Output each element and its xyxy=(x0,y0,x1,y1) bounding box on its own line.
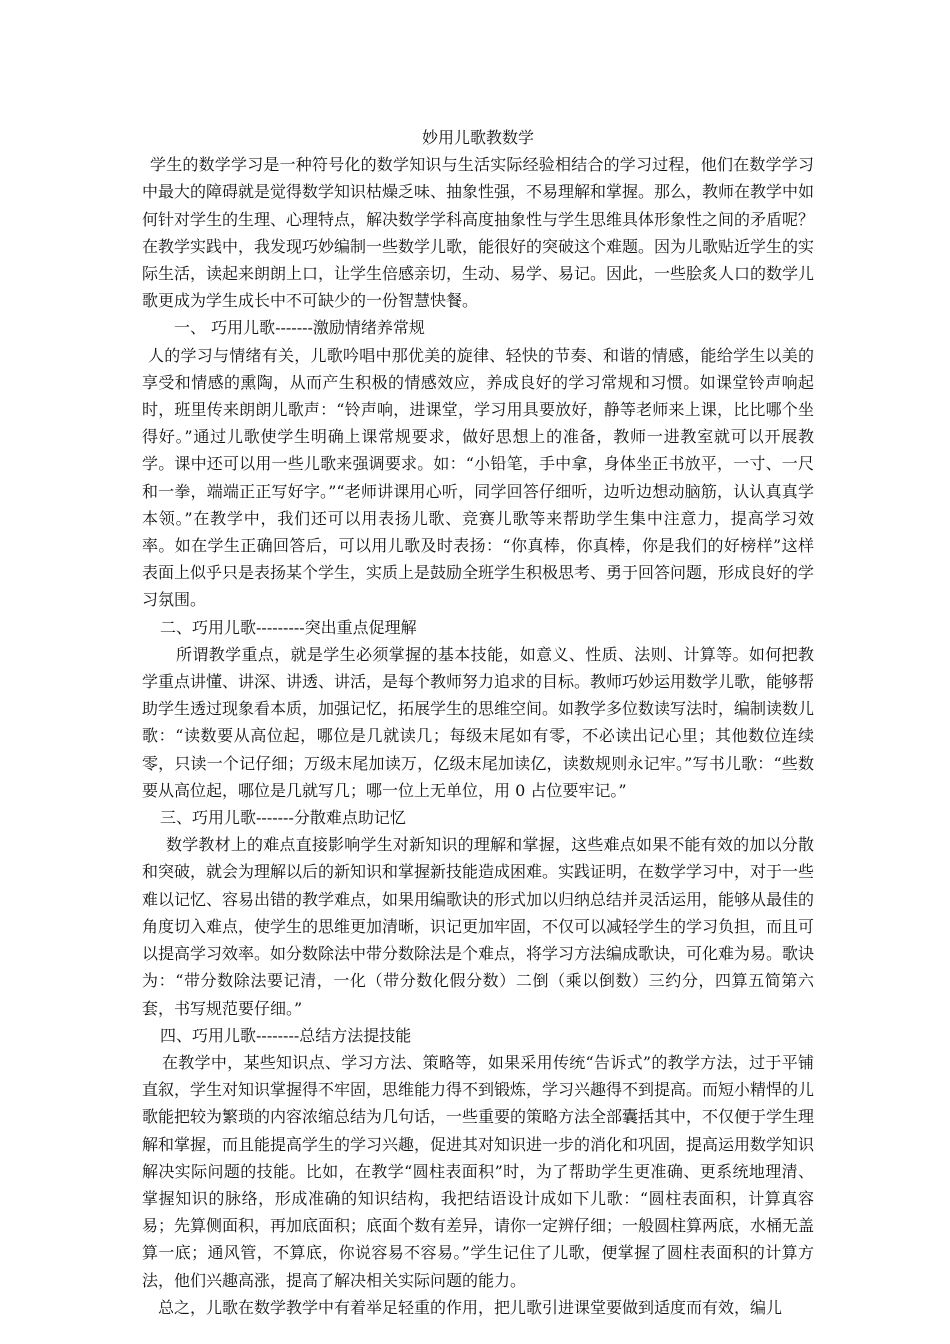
section-body-1: 人的学习与情绪有关，儿歌吟唱中那优美的旋律、轻快的节奏、和谐的情感，能给学生以美的享受和情感的熏陶，从而产生积极的情感效应，养成良好的学习常规和习惯。如课堂铃声响起时，班里传来朗朗儿歌声：“铃声响，进课堂，学习用具要放好，静等老师来上课，比比哪个坐得好。”通过儿歌使学生明确上课常规要求，做好思想上的准备，教师一进教室就可以开展教学。课中还可以用一些儿歌来强调要求。如：“小铅笔，手中拿，身体坐正书放平，一寸、一尺和一拳，端端正正写好字。”“老师讲课用心听，同学回答仔细听，边听边想动脑筋，认认真真学本领。”在教学中，我们还可以用表扬儿歌、竞赛儿歌等来帮助学生集中注意力，提高学习效率。如在学生正确回答后，可以用儿歌及时表扬：“你真棒，你真棒，你是我们的好榜样”这样表面上似乎只是表扬某个学生，实质上是鼓励全班学生积极思考、勇于回答问题，形成良好的学习氛围。 xyxy=(142,345,815,610)
section-heading-2: 二、巧用儿歌---------突出重点促理解 xyxy=(160,617,417,637)
document-page xyxy=(142,124,814,1321)
section-body-2: 所谓教学重点，就是学生必须掌握的基本技能，如意义、性质、法则、计算等。如何把教学重点讲懂、讲深、讲透、讲活，是每个教师努力追求的目标。教师巧妙运用数学儿歌，能够帮助学生透过现象看本质，加强记忆，拓展学生的思维空间。如教学多位数读写法时，编制读数儿歌：“读数要从高位起，哪位是几就读几；每级末尾如有零，不必读出记心里；其他数位连续零，只读一个记仔细；万级末尾加读万，亿级末尾加读亿，读数规则永记牢。”写书儿歌：“些数要从高位起，哪位是几就写几；哪一位上无单位，用 0 占位要牢记。” xyxy=(142,644,815,800)
conclusion-paragraph: 总之，儿歌在数学教学中有着举足轻重的作用，把儿歌引进课堂要做到适度而有效，编儿 xyxy=(158,1297,783,1317)
section-body-4: 在教学中，某些知识点、学习方法、策略等，如果采用传统“告诉式”的教学方法，过于平铺直叙，学生对知识掌握得不牢固，思维能力得不到锻炼，学习兴趣得不到提高。而短小精悍的儿歌能把较为繁琐的内容浓缩总结为几句话，一些重要的策略方法全部囊括其中，不仅便于学生理解和掌握，而且能提高学生的学习兴趣，促进其对知识进一步的消化和巩固，提高运用数学知识解决实际问题的技能。比如，在教学“圆柱表面积”时，为了帮助学生更准确、更系统地理清、掌握知识的脉络，形成准确的知识结构，我把结语设计成如下儿歌：“圆柱表面积，计算真容易；先算侧面积，再加底面积；底面个数有差异，请你一定辨仔细；一般圆柱算两底，水桶无盖算一底；通风管，不算底，你说容易不容易。”学生记住了儿歌，便掌握了圆柱表面积的计算方法，他们兴趣高涨，提高了解决相关实际问题的能力。 xyxy=(142,1052,815,1290)
section-heading-3: 三、巧用儿歌-------分散难点助记忆 xyxy=(160,808,406,828)
document-title: 妙用儿歌教数学 xyxy=(421,128,534,147)
section-body-3: 数学教材上的难点直接影响学生对新知识的理解和掌握，这些难点如果不能有效的加以分散和突破，就会为理解以后的新知识和掌握新技能造成困难。实践证明，在数学学习中，对于一些难以记忆、容易出错的教学难点，如果用编歌诀的形式加以归纳总结并灵活运用，能够从最佳的角度切入难点，使学生的思维更加清晰，识记更加牢固，不仅可以减轻学生的学习负担，而且可以提高学习效率。如分数除法中带分数除法是个难点，将学习方法编成歌诀，可化难为易。歌诀为：“带分数除法要记清，一化（带分数化假分数）二倒（乘以倒数）三约分，四算五简第六套，书写规范要仔细。” xyxy=(142,835,815,1018)
intro-paragraph: 学生的数学学习是一种符号化的数学知识与生活实际经验相结合的学习过程，他们在数学学习中最大的障碍就是觉得数学知识枯燥乏味、抽象性强，不易理解和掌握。那么，教师在教学中如何针对学生的生理、心理特点，解决数学学科高度抽象性与学生思维具体形象性之间的矛盾呢？在教学实践中，我发现巧妙编制一些数学儿歌，能很好的突破这个难题。因为儿歌贴近学生的实际生活，读起来朗朗上口，让学生倍感亲切，生动、易学、易记。因此，一些脍炙人口的数学儿歌更成为学生成长中不可缺少的一份智慧快餐。 xyxy=(142,155,815,311)
section-heading-1: 一、 巧用儿歌-------激励情绪养常规 xyxy=(174,318,425,338)
section-heading-4: 四、巧用儿歌--------总结方法提技能 xyxy=(160,1025,412,1045)
